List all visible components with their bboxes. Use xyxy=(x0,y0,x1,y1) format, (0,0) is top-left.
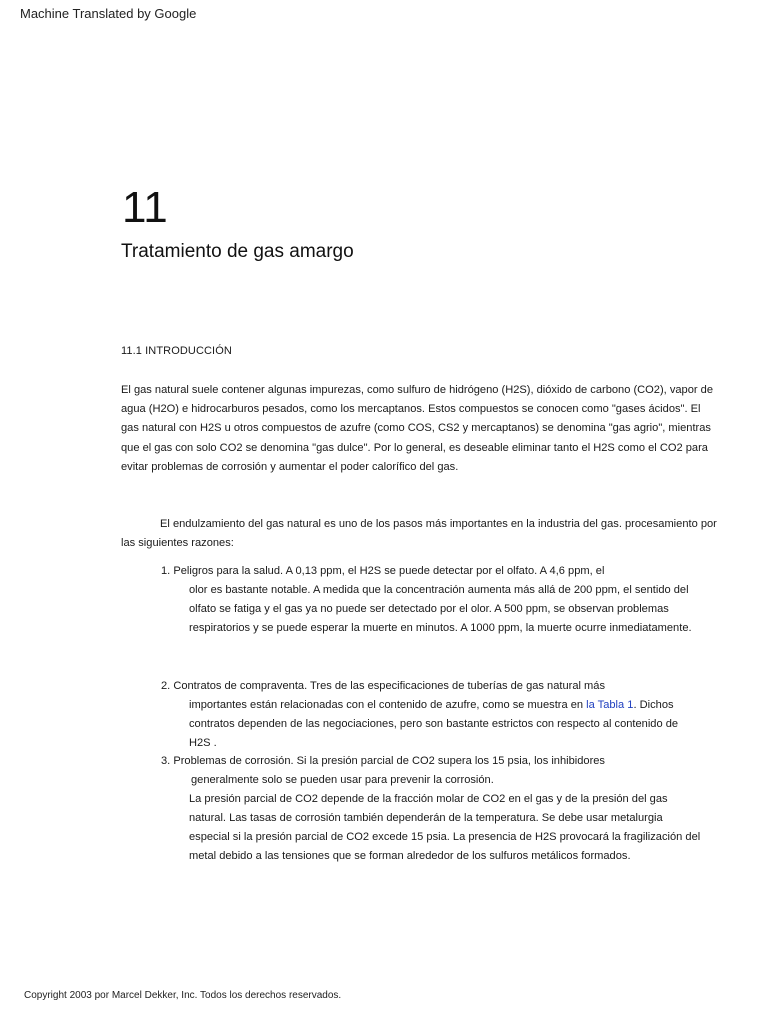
list-item-corrosion xyxy=(161,752,701,866)
list-item-continuation-2: La presión parcial de CO2 depende de la fracción molar de CO2 en el gas y de la presión del gas natural. Las tasas de corrosión también dependerán de la temperatura. Se debe usar metalurgia especial si la presión parcial de CO2 excede 15 psia. La presencia de H2S provocará la fragilización del metal debido a las tensiones que se forman alrededor de los sulfuros metálicos formados. xyxy=(189,793,701,862)
list-item-first-line: 1. Peligros para la salud. A 0,13 ppm, el H2S se puede detectar por el olfato. A 4,6 ppm, el xyxy=(161,565,605,577)
table-1-link[interactable]: la Tabla 1 xyxy=(586,699,634,711)
list-item-continuation: generalmente solo se pueden usar para prevenir la corrosión. xyxy=(191,774,494,786)
sweetening-paragraph: El endulzamiento del gas natural es uno de los pasos más importantes en la industria del gas. procesamiento por las siguientes razones: xyxy=(121,518,717,550)
chapter-number: 11 xyxy=(122,183,168,232)
intro-paragraph: El gas natural suele contener algunas impurezas, como sulfuro de hidrógeno (H2S), dióxido de carbono (CO2), vapor de agua (H2O) e hidrocarburos pesados, como los mercaptanos. Estos compuestos se conocen como "gases ácidos". El gas natural con H2S u otros compuestos de azufre (como COS, CS2 y mercaptanos) se denomina "gas agrio", mientras que el gas con solo CO2 se denomina "gas dulce". Por lo general, es deseable eliminar tanto el H2S como el CO2 para evitar problemas de corrosión y aumentar el poder calorífico del gas. xyxy=(121,384,713,473)
list-item-text: Dichos contratos dependen de las negociaciones, pero son bastante estrictos con respecto al contenido de H2S . xyxy=(189,699,679,749)
chapter-title: Tratamiento de gas amargo xyxy=(121,241,354,262)
translation-banner: Machine Translated by Google xyxy=(20,6,197,21)
copyright-footer: Copyright 2003 por Marcel Dekker, Inc. Todos los derechos reservados. xyxy=(24,990,342,1001)
list-item-first-line: 3. Problemas de corrosión. Si la presión parcial de CO2 supera los 15 psia, los inhibidores xyxy=(161,755,605,767)
list-item-continuation: olor es bastante notable. A medida que la concentración aumenta más allá de 200 ppm, el sentido del olfato se fatiga y el gas ya no puede ser detectado por el olor. A 500 ppm, se observan problemas respiratorios y se puede esperar la muerte en minutos. A 1000 ppm, la muerte ocurre inmediatamente. xyxy=(189,584,692,634)
list-item-first-line: 2. Contratos de compraventa. Tres de las especificaciones de tuberías de gas natural más xyxy=(161,680,605,692)
list-item-text: . xyxy=(633,699,637,711)
list-item-continuation xyxy=(161,696,701,753)
list-item-text: importantes están relacionadas con el contenido de azufre, como se muestra en xyxy=(189,699,587,711)
section-heading: 11.1 INTRODUCCIÓN xyxy=(121,345,232,357)
list-item-health-hazards xyxy=(161,562,701,638)
list-item-sales-contracts xyxy=(161,677,701,753)
